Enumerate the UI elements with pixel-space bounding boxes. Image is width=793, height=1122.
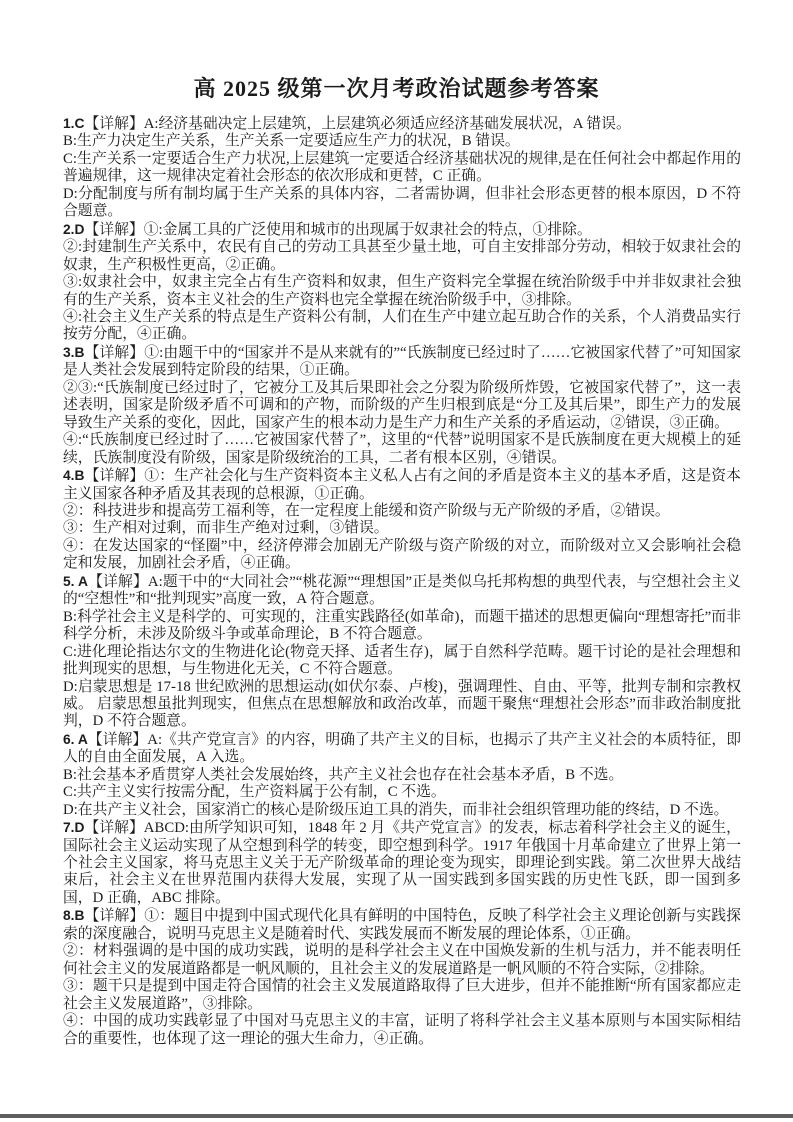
page-title: 高 2025 级第一次月考政治试题参考答案 xyxy=(193,76,600,101)
question-answer-label: 6. A xyxy=(63,731,88,747)
answer-text: ②：科技进步和提高劳工福利等，在一定程度上能缓和资产阶级与无产阶级的矛盾，②错误。 xyxy=(63,502,670,519)
answer-text: D:分配制度与所有制均属于生产关系的具体内容，二者需协调，但非社会形态更替的根本原因，D 不符合题意。 xyxy=(63,185,741,220)
answer-line xyxy=(63,784,741,801)
detail-tag: 【详解】 xyxy=(87,573,148,590)
answer-text: C:生产关系一定要适合生产力状况,上层建筑一定要适合经济基础状况的规律,是在任何社会中都起作用的普遍规律，这一规律决定着社会形态的依次形成和更替，C 正确。 xyxy=(63,150,741,185)
answer-line xyxy=(63,133,741,150)
answer-text: B:生产力决定生产关系，生产关系一定要适应生产力的状况，B 错误。 xyxy=(63,133,520,150)
question-answer-label: 7.D xyxy=(63,820,85,836)
answer-line xyxy=(63,115,741,133)
answer-text: A:经济基础决定上层建筑，上层建筑必须适应经济基础发展状况，A 错误。 xyxy=(143,116,631,132)
answer-line xyxy=(63,151,741,186)
answer-line xyxy=(63,731,741,767)
answer-line xyxy=(63,380,741,432)
answer-text: ②③:“氏族制度已经过时了，它被分工及其后果即社会之分裂为阶级所炸毁，它被国家代替了”，这一表述表明，国家是阶级矛盾不可调和的产物，而阶级的产生归根到底是“分工及其后果”，即生产力的发展导致生产关系的变化，因此，国家产生的根本动力是生产力和生产关系的矛盾运动，②错误，③正确。 xyxy=(63,379,741,431)
answer-line xyxy=(63,239,741,274)
page-bottom-edge xyxy=(0,1114,793,1118)
answer-line xyxy=(63,432,741,467)
detail-tag: 【详解】 xyxy=(84,116,144,132)
answer-line xyxy=(63,802,741,819)
answer-text: C:共产主义实行按需分配，生产资料属于公有制，C 不选。 xyxy=(63,784,446,801)
detail-tag: 【详解】 xyxy=(84,344,145,361)
answer-text: ①：生产社会化与生产资料资本主义私人占有之间的矛盾是资本主义的基本矛盾，这是资本主义国家各种矛盾及其表现的总根源，①正确。 xyxy=(63,468,741,502)
answer-text: A:题干中的“大同社会”“桃花源”“理想国”正是类似乌托邦构想的典型代表，与空想社会主义的“空想性”和“批判现实”高度一致，A 符合题意。 xyxy=(63,573,741,608)
detail-tag: 【详解】 xyxy=(87,731,148,748)
answer-text: ②:封建制生产关系中，农民有自己的劳动工具甚至少量土地，可自主安排部分劳动，相较于奴隶社会的奴隶，生产积极性更高，②正确。 xyxy=(63,239,741,273)
answer-line xyxy=(63,819,741,907)
answer-text: D:启蒙思想是 17-18 世纪欧洲的思想运动(如伏尔泰、卢梭)，强调理性、自由、平等，批判专制和宗教权威。 启蒙思想虽批判现实，但焦点在思想解放和政治改革，而题干聚焦“理想社会形态”而非政治制度批判，D 不符合题意。 xyxy=(63,678,741,730)
detail-tag: 【详解】 xyxy=(84,908,145,925)
answer-line xyxy=(63,309,741,344)
answer-line xyxy=(63,221,741,239)
answer-line xyxy=(63,609,741,644)
answer-text: B:社会基本矛盾贯穿人类社会发展始终，共产主义社会也存在社会基本矛盾，B 不选。 xyxy=(63,766,624,783)
answer-text: ①:金属工具的广泛使用和城市的出现属于奴隶社会的特点，①排除。 xyxy=(143,221,592,238)
answer-text: ③：生产相对过剩，而非生产绝对过剩，③错误。 xyxy=(63,520,389,537)
question-answer-label: 2.D xyxy=(63,221,85,237)
answer-text: ④：在发达国家的“怪圈”中，经济停滞会加剧无产阶级与资产阶级的对立，而阶级对立又会影响社会稳定和发展，加剧社会矛盾，④正确。 xyxy=(63,537,741,572)
answer-line xyxy=(63,644,741,679)
question-answer-label: 1.C xyxy=(63,116,85,131)
answer-line xyxy=(63,538,741,573)
detail-tag: 【详解】 xyxy=(84,221,144,238)
answer-text: B:科学社会主义是科学的、可实现的，注重实践路径(如革命)，而题干描述的思想更偏向“理想寄托”而非科学分析，未涉及阶级斗争或革命理论，B 不符合题意。 xyxy=(63,608,741,643)
detail-tag: 【详解】 xyxy=(84,468,145,485)
answer-text: ④:社会主义生产关系的特点是生产资料公有制，人们在生产中建立起互助合作的关系，个人消费品实行按劳分配，④正确。 xyxy=(63,308,741,343)
answer-line xyxy=(63,907,741,943)
question-answer-label: 3.B xyxy=(63,344,85,360)
answer-line xyxy=(63,679,741,731)
answer-line xyxy=(63,186,741,221)
answer-text: ④:“氏族制度已经过时了……它被国家代替了”，这里的“代替”说明国家不是氏族制度在更大规模上的延续，氏族制度没有阶级，国家是阶级统治的工具，二者有根本区别，④错误。 xyxy=(63,432,741,466)
question-answer-label: 5. A xyxy=(63,573,88,589)
answer-text: ④：中国的成功实践彰显了中国对马克思主义的丰富，证明了将科学社会主义基本原则与本国实际相结合的重要性，也体现了这一理论的强大生命力，④正确。 xyxy=(63,1013,741,1047)
answer-text: ③:奴隶社会中，奴隶主完全占有生产资料和奴隶，但生产资料完全掌握在统治阶级手中并非奴隶社会独有的生产关系，资本主义社会的生产资料也完全掌握在统治阶级手中，③排除。 xyxy=(63,274,741,308)
answer-text: A:《共产党宣言》的内容，明确了共产主义的目标，也揭示了共产主义社会的本质特征，即人的自由全面发展，A 入选。 xyxy=(63,731,741,766)
answers-content xyxy=(63,115,741,1048)
answer-text: ①:由题干中的“国家并不是从来就有的”“氏族制度已经过时了……它被国家代替了”可知国家是人类社会发展到特定阶段的结果，①正确。 xyxy=(63,344,741,379)
answer-line xyxy=(63,274,741,309)
answer-line xyxy=(63,1013,741,1048)
detail-tag: 【详解】 xyxy=(84,820,144,837)
answer-line xyxy=(63,943,741,978)
answer-line xyxy=(63,344,741,380)
answer-line xyxy=(63,767,741,784)
answer-line xyxy=(63,520,741,537)
answer-text: ABCD:由所学知识可知，1848 年 2 月《共产党宣言》的发表，标志着科学社会主义的诞生，国际社会主义运动实现了从空想到科学的转变，即空想到科学。1917 年俄国十月革命建立了世界上第一个社会主义国家，将马克思主义关于无产阶级革命的理论变为现实，即理论到实践。第二次世界大战结束后，社会主义在世界范围内获得大发展，实现了从一国实践到多国实践的历史性飞跃，即一国到多国，D 正确，ABC 排除。 xyxy=(63,820,742,906)
question-answer-label: 8.B xyxy=(63,908,85,924)
question-answer-label: 4.B xyxy=(63,468,85,484)
answer-text: ②：材料强调的是中国的成功实践，说明的是科学社会主义在中国焕发新的生机与活力，并不能表明任何社会主义的发展道路都是一帆风顺的，且社会主义的发展道路是一帆风顺的不符合实际，②排除。 xyxy=(63,943,741,977)
answer-line xyxy=(63,573,741,609)
answer-text: ③：题干只是提到中国走符合国情的社会主义发展道路取得了巨大进步，但并不能推断“所有国家都应走社会主义发展道路”，③排除。 xyxy=(63,978,741,1012)
answer-line xyxy=(63,978,741,1013)
answer-line xyxy=(63,503,741,520)
answer-text: ①：题目中提到中国式现代化具有鲜明的中国特色，反映了科学社会主义理论创新与实践探索的深度融合，说明马克思主义是随着时代、实践发展而不断发展的理论体系，①正确。 xyxy=(63,908,741,942)
answer-text: D:在共产主义社会，国家消亡的核心是阶级压迫工具的消失，而非社会组织管理功能的终结，D 不选。 xyxy=(63,801,729,818)
answer-text: C:进化理论指达尔文的生物进化论(物竞天择、适者生存)，属于自然科学范畴。题干讨论的是社会理想和批判现实的思想，与生物进化无关，C 不符合题意。 xyxy=(63,643,741,678)
answer-line xyxy=(63,467,741,503)
